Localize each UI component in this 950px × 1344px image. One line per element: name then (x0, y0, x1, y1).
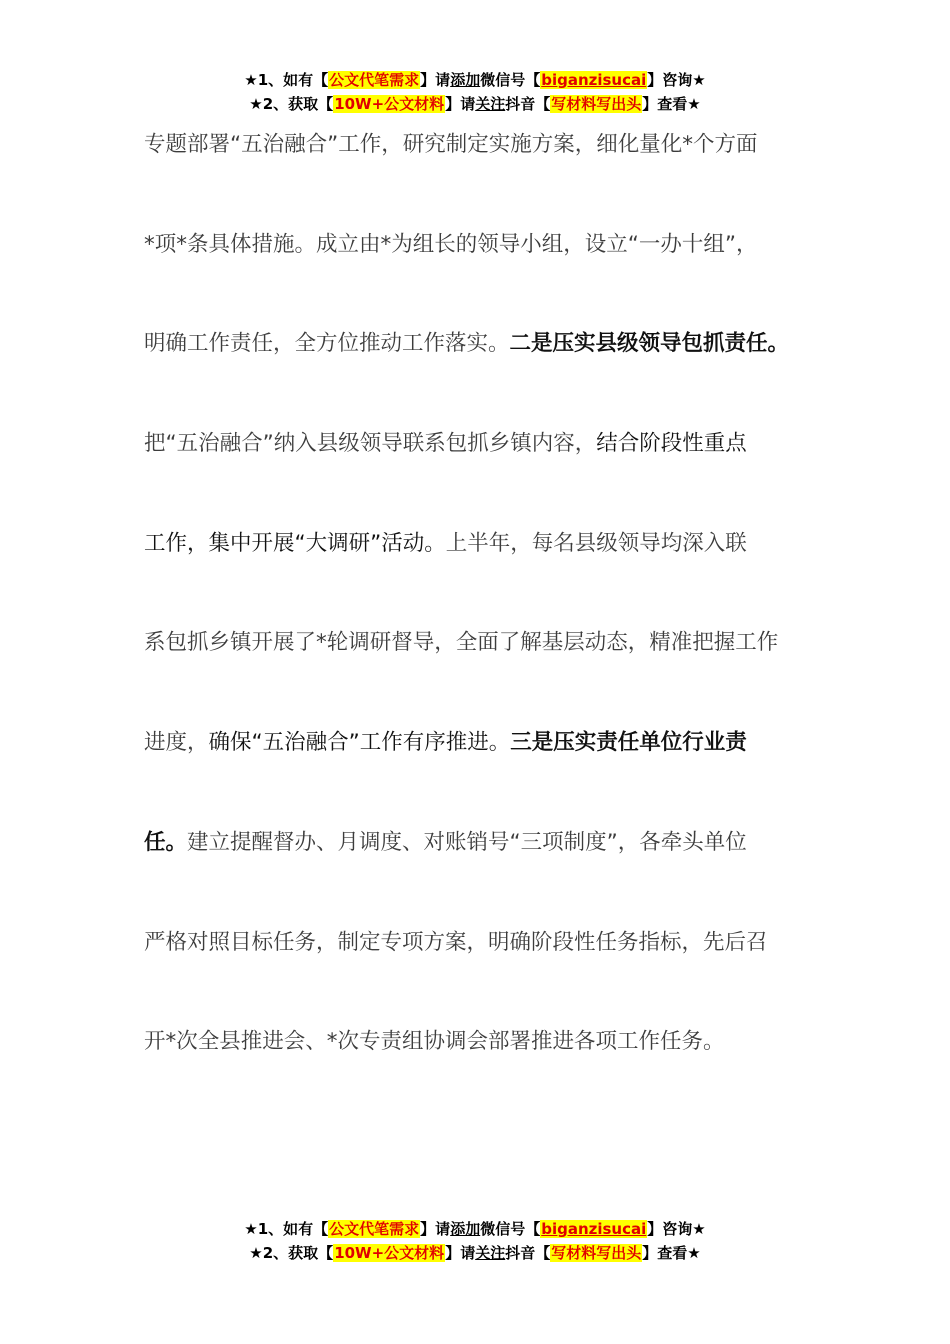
banner-text: 抖音【 (505, 1244, 551, 1262)
banner-text: 】请 (445, 95, 476, 113)
document-body (144, 120, 812, 1117)
banner-text: 微信号【 (480, 1220, 541, 1238)
header-banner (0, 68, 950, 116)
text-line (144, 319, 812, 419)
footer-banner (0, 1217, 950, 1265)
highlight-materials: 10W+公文材料 (334, 1244, 445, 1262)
text-run: 严格对照目标任务，制定专项方案，明确阶段性任务指标，先后召 (144, 929, 768, 955)
text-run: 把“五治融合”纳入县级领导联系包抓乡镇内容， (144, 431, 597, 457)
highlight-douyin-account: 写材料写出头 (551, 95, 642, 113)
highlight-wechat-id: biganzisucai (541, 1220, 647, 1238)
text-line (144, 918, 812, 1018)
text-run: 结合阶段性重点 (596, 431, 747, 457)
text-line (144, 220, 812, 320)
banner-text: 】请 (445, 1244, 476, 1262)
text-line (144, 1017, 812, 1117)
text-run: 明确工作责任，全方位推动工作落实。 (144, 331, 510, 357)
text-run: 工作，集中开展“大调研”活动。 (144, 530, 446, 556)
banner-text: 】请 (420, 1220, 451, 1238)
text-run: 专题部署“五治融合”工作，研究制定实施方案，细化量化*个方面 (144, 132, 758, 157)
banner-line-1 (0, 68, 950, 92)
text-run: 上半年，每名县级领导均深入联 (445, 530, 747, 556)
bold-heading-text: 任。 (144, 829, 188, 855)
banner-line-2 (0, 1241, 950, 1265)
text-line (144, 718, 812, 818)
text-run: *项*条具体措施。成立由*为组长的领导小组，设立“一办十组”， (144, 231, 758, 257)
banner-text: ★1、如有【 (244, 71, 329, 89)
highlight-service: 公文代笔需求 (329, 71, 420, 89)
banner-text: 微信号【 (480, 71, 541, 89)
text-line (144, 120, 812, 220)
text-run: 系包抓乡镇开展了*轮调研督导，全面了解基层动态，精准把握工作 (144, 630, 779, 656)
highlight-service: 公文代笔需求 (329, 1220, 420, 1238)
banner-text: 】咨询★ (647, 71, 706, 89)
banner-line-1 (0, 1217, 950, 1241)
highlight-materials: 10W+公文材料 (334, 95, 445, 113)
text-run: 建立提醒督办、月调度、对账销号“三项制度”，各牵头单位 (187, 829, 747, 855)
text-run: 确保“五治融合”工作有序推进。 (208, 730, 511, 756)
text-run: 开*次全县推进会、*次专责组协调会部署推进各项工作任务。 (144, 1029, 725, 1055)
bold-heading-text: 三是压实责任单位行业责 (510, 730, 747, 756)
highlight-douyin-account: 写材料写出头 (551, 1244, 642, 1262)
banner-text: ★1、如有【 (244, 1220, 329, 1238)
highlight-wechat-id: biganzisucai (541, 71, 647, 89)
banner-text: 】请 (420, 71, 451, 89)
banner-text: ★2、获取【 (249, 95, 334, 113)
text-line (144, 618, 812, 718)
banner-text: 】查看★ (642, 95, 701, 113)
bold-heading-text: 二是压实县级领导包抓责任。 (509, 331, 790, 357)
banner-line-2 (0, 92, 950, 116)
banner-text: 】查看★ (642, 1244, 701, 1262)
text-line (144, 519, 812, 619)
banner-text: 抖音【 (505, 95, 551, 113)
banner-underlined-text: 添加 (450, 1220, 481, 1238)
banner-text: ★2、获取【 (249, 1244, 334, 1262)
text-run: 进度， (144, 730, 209, 756)
banner-underlined-text: 添加 (450, 71, 481, 89)
banner-underlined-text: 关注 (475, 1244, 506, 1262)
banner-text: 】咨询★ (647, 1220, 706, 1238)
banner-underlined-text: 关注 (475, 95, 506, 113)
text-line (144, 419, 812, 519)
text-line (144, 818, 812, 918)
